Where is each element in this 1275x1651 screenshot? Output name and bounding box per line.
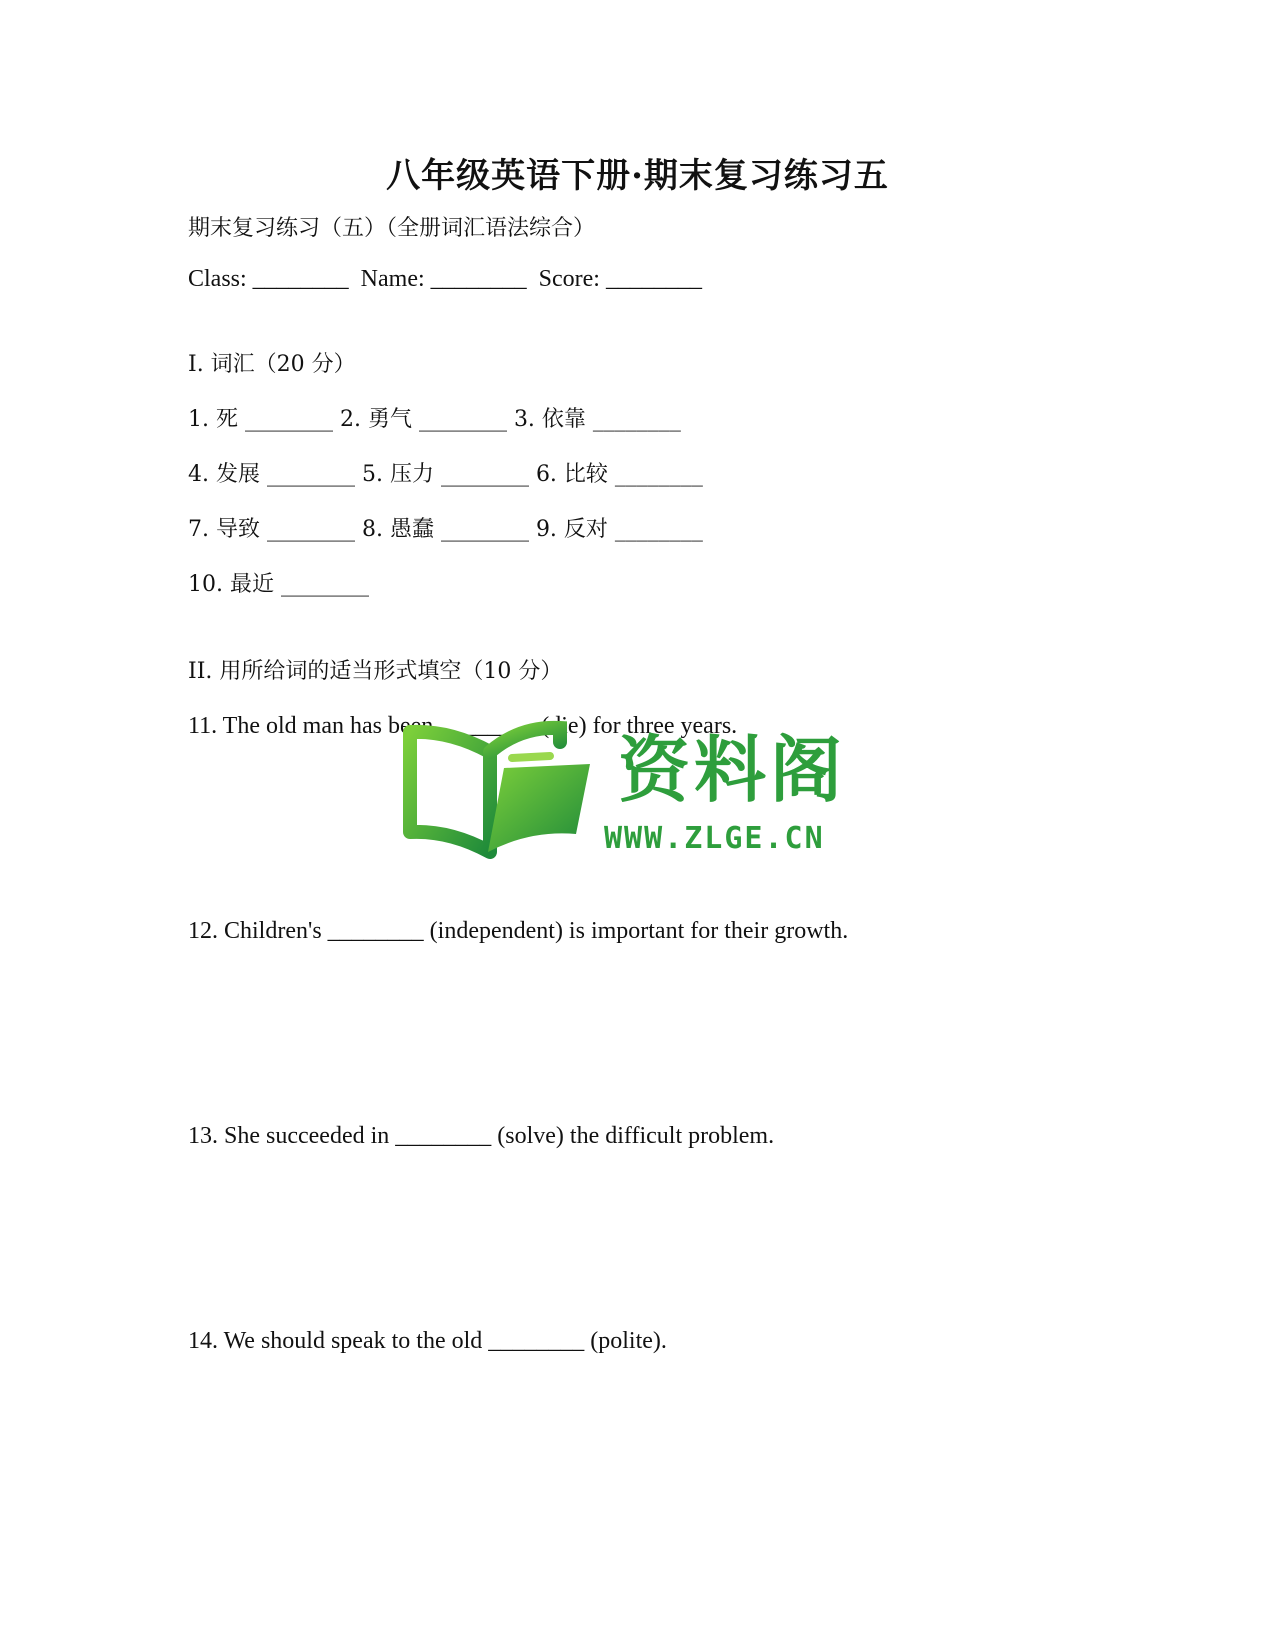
vocab-row: 1. 死 ________ 2. 勇气 ________ 3. 依靠 ________ (188, 407, 681, 432)
section-heading-vocabulary: I. 词汇（20 分） (188, 352, 356, 377)
question-item: 13. She succeeded in ________ (solve) the difficult problem. (188, 1123, 775, 1149)
subtitle: 期末复习练习（五）（全册词汇语法综合） (188, 216, 596, 241)
vocab-row: 4. 发展 ________ 5. 压力 ________ 6. 比较 ________ (188, 462, 703, 487)
watermark-url: WWW.ZLGE.CN (604, 821, 825, 856)
vocab-row: 7. 导致 ________ 8. 愚蠢 ________ 9. 反对 ________ (188, 517, 703, 542)
section-heading-fill-in: II. 用所给词的适当形式填空（10 分） (188, 659, 563, 684)
book-icon (400, 712, 600, 862)
question-item: 14. We should speak to the old ________ (polite). (188, 1328, 667, 1354)
student-info-line: Class: ________ Name: ________ Score: ________ (188, 266, 702, 292)
question-item: 11. The old man has been ________ (die) for three years. (188, 713, 738, 739)
question-item: 12. Children's ________ (independent) is important for their growth. (188, 918, 849, 944)
vocab-row: 10. 最近 ________ (188, 572, 369, 597)
watermark-text: 资料阁 (618, 728, 847, 812)
watermark-logo (400, 712, 870, 862)
page-title: 八年级英语下册·期末复习练习五 (386, 156, 889, 196)
